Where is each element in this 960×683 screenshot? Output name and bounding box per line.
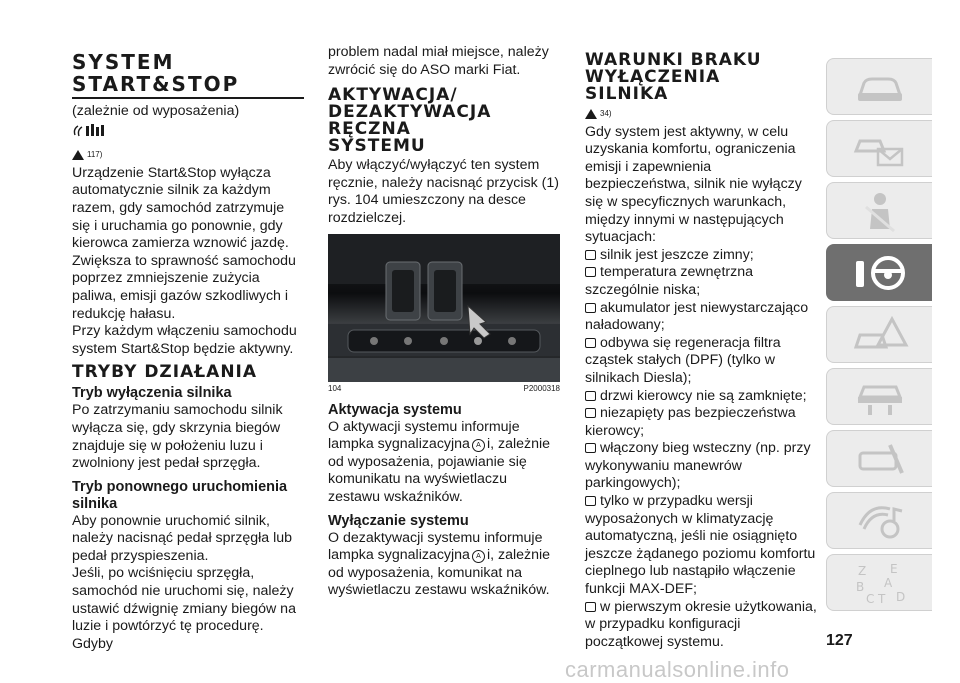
section-title-line1: SYSTEM xyxy=(72,50,175,74)
list-item: akumulator jest niewystarczająco naładowany; xyxy=(585,299,809,334)
svg-text:C: C xyxy=(865,591,874,605)
column-3 xyxy=(585,52,817,651)
bullet-box-icon xyxy=(585,496,596,506)
list-item: temperatura zewnętrzna szczególnie niska; xyxy=(585,264,753,298)
svg-text:B: B xyxy=(855,579,864,594)
subheading-restart: Tryb ponownego uruchomienia silnika xyxy=(72,478,288,512)
subheading-activation: Aktywacja systemu xyxy=(328,401,462,418)
bullet-box-icon xyxy=(585,602,596,612)
tab-vehicle[interactable] xyxy=(826,58,932,115)
subheading-deactivation: Wyłączanie systemu xyxy=(328,512,469,529)
car-envelope-icon xyxy=(850,127,910,171)
svg-text:D: D xyxy=(895,589,905,604)
svg-text:Z: Z xyxy=(857,563,866,578)
bullet-box-icon xyxy=(585,250,596,260)
tab-starting-driving[interactable] xyxy=(826,244,932,301)
alphabet-index-icon xyxy=(850,561,910,605)
key-steering-wheel-icon xyxy=(850,251,910,295)
availability-note: (zależnie od wyposażenia) xyxy=(72,103,240,119)
list-item: silnik jest jeszcze zimny; xyxy=(585,247,817,265)
section-title-line2: START&STOP xyxy=(72,72,240,96)
warning-triangle-icon xyxy=(72,150,84,160)
heading-manual: AKTYWACJA/ DEZAKTYWACJA RĘCZNA SYSTEMU xyxy=(328,85,492,157)
paragraph: Aby włączyć/wyłączyć ten system ręcznie, należy nacisnąć przycisk (1) rys. 104 umieszczony na desce rozdzielczej. xyxy=(328,157,560,226)
bullet-box-icon xyxy=(585,338,596,348)
tab-technical-data[interactable] xyxy=(826,430,932,487)
start-stop-off-lamp-icon: A xyxy=(472,550,485,563)
bullet-box-icon xyxy=(585,303,596,313)
chapter-tabs xyxy=(826,58,932,616)
watermark: carmanualsonline.info xyxy=(565,657,790,682)
title-rule xyxy=(72,97,304,99)
svg-text:A: A xyxy=(883,575,892,590)
paragraph: Jeśli, po wciśnięciu sprzęgła, samochód nie uruchomi się, należy ustawić dźwignię zmiany biegów na luzie i powtórzyć tę procedurę. Gdyby xyxy=(72,565,296,652)
svg-text:E: E xyxy=(889,561,898,576)
figure-code: P2000318 xyxy=(523,383,560,393)
warning-reference: 117) xyxy=(72,146,304,164)
seatbelt-icon xyxy=(850,189,910,233)
figure-caption xyxy=(328,384,560,394)
tab-multimedia[interactable] xyxy=(826,492,932,549)
list-item: w pierwszym okresie użytkowania, w przypadku konfiguracji początkowej systemu. xyxy=(585,598,817,650)
car-icon xyxy=(850,65,910,109)
paragraph: Gdy system jest aktywny, w celu uzyskania komfortu, ograniczenia emisji i zapewnienia bezpieczeństwa, silnik nie wyłączy się w specyficznych warunkach, między innymi w następujących sytuacjach: xyxy=(585,123,802,246)
warning-reference: 34) xyxy=(585,105,817,123)
tab-maintenance[interactable] xyxy=(826,368,932,425)
list-item: niezapięty pas bezpieczeństwa kierowcy; xyxy=(585,405,796,439)
paragraph: O dezaktywacji systemu informuje lampka sygnalizacyjna A i, zależnie od wyposażenia, komunikat na wyświetlaczu zestawu wskaźników. xyxy=(328,529,551,599)
figure-number: 104 xyxy=(328,383,342,393)
paragraph: Zwiększa to sprawność samochodu poprzez zmniejszenie zużycia paliwa, emisji gazów szkodliwych i redukcję hałasu. xyxy=(72,252,296,322)
paragraph: Urządzenie Start&Stop wyłącza automatycznie silnik za każdym razem, gdy samochód zatrzymuje się i uruchamia go ponownie, gdy kierowca zamierza wznowić jazdę. xyxy=(72,164,289,252)
list-item: tylko w przypadku wersji wyposażonych w klimatyzację automatyczną, jeśli nie osiągnięto jeszcze żądanego poziomu komfortu cieplnego lub nastąpiło włączenie funkcji MAX-DEF; xyxy=(585,493,816,598)
tab-warnings[interactable] xyxy=(826,120,932,177)
warning-triangle-icon xyxy=(585,109,597,119)
start-stop-icon xyxy=(72,123,304,145)
car-lift-icon xyxy=(850,375,910,419)
list-item: włączony bieg wsteczny (np. przy wykonywaniu manewrów parkingowych); xyxy=(585,440,811,492)
dashboard-figure xyxy=(328,234,560,382)
bullet-box-icon xyxy=(585,408,596,418)
warning-car-icon xyxy=(850,313,910,357)
bullet-box-icon xyxy=(585,391,596,401)
list-item: drzwi kierowcy nie są zamknięte; xyxy=(585,388,817,406)
column-2 xyxy=(328,44,560,600)
start-stop-lamp-icon: A xyxy=(472,439,485,452)
bullet-box-icon xyxy=(585,443,596,453)
tab-emergency[interactable] xyxy=(826,306,932,363)
subheading-stop: Tryb wyłączenia silnika xyxy=(72,385,232,402)
column-1 xyxy=(72,52,304,653)
paragraph: Aby ponownie uruchomić silnik, należy nacisnąć pedał sprzęgła lub pedał przyspieszenia. xyxy=(72,512,293,564)
car-wrench-icon xyxy=(850,437,910,481)
paragraph: Po zatrzymaniu samochodu silnik wyłącza się, gdy skrzynia biegów znajduje się w położeniu luzu i zwolniony jest pedał sprzęgła. xyxy=(72,402,283,472)
bullet-box-icon xyxy=(585,267,596,277)
paragraph: O aktywacji systemu informuje lampka sygnalizacyjna A i, zależnie od wyposażenia, pojawianie się komunikatu na wyświetlaczu zestawu wskaźników. xyxy=(328,418,551,505)
multimedia-icon xyxy=(850,499,910,543)
tab-safety[interactable] xyxy=(826,182,932,239)
heading-modes: TRYBY DZIAŁANIA xyxy=(72,362,258,383)
list-item: odbywa się regeneracja filtra cząstek stałych (DPF) (tylko w silnikach Diesla); xyxy=(585,334,781,386)
page-number: 127 xyxy=(826,632,853,649)
tab-index[interactable] xyxy=(826,554,932,611)
paragraph: problem nadal miał miejsce, należy zwrócić się do ASO marki Fiat. xyxy=(328,44,549,78)
svg-text:T: T xyxy=(877,591,885,605)
heading-conditions: WARUNKI BRAKU WYŁĄCZENIA SILNIKA xyxy=(585,50,762,104)
paragraph: Przy każdym włączeniu samochodu system Start&Stop będzie aktywny. xyxy=(72,323,297,357)
